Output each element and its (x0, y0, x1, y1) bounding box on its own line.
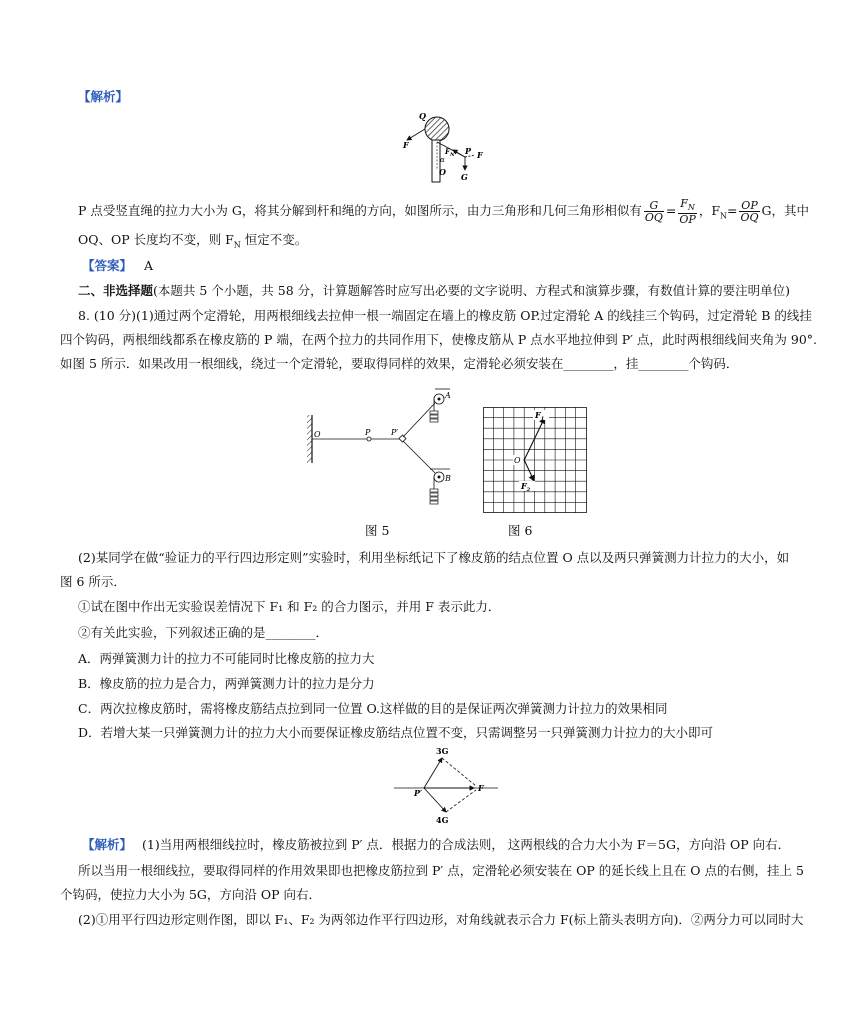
fig5-label-P: P (365, 428, 371, 437)
fig-label-G: G (461, 172, 468, 182)
fig6-label-F1: $F_1$ (535, 410, 545, 422)
fig6-caption: 图 6 (508, 523, 533, 538)
answer-value: A (144, 258, 154, 273)
fig-label-O: O (439, 167, 446, 177)
ansfig-label-4G: 4G (436, 815, 449, 825)
fig-label-FN: $F_N$ (445, 147, 455, 158)
fig5-label-O: O (314, 430, 321, 439)
fig6-label-F2: $F_2$ (521, 481, 531, 493)
answer-force-figure (392, 744, 500, 826)
analysis1-para1: P 点受竖直绳的拉力大小为 G，将其分解到杆和绳的方向，如图所示，由力三角形和几何三角形相似有 $\frac{G}{OQ}$ = $\frac{F_N}{OP}$ ，$F_N=$ $\frac{OP}{OQ}$ G，其中 (78, 197, 810, 227)
ansfig-label-Pp: P′ (414, 788, 423, 798)
q8-line1: 8. (10 分)(1)通过两个定滑轮，用两根细线去拉伸一根一端固定在墙上的橡皮筋 OP.过定滑轮 A 的线挂三个钩码，过定滑轮 B 的线挂 (78, 308, 812, 323)
q8-option-a: A．两弹簧测力计的拉力不可能同时比橡皮筋的拉力大 (78, 651, 375, 666)
q8-sub2: ②有关此实验，下列叙述正确的是________． (78, 625, 329, 640)
figure-6 (483, 407, 587, 513)
q8-option-b: B．橡皮筋的拉力是合力，两弹簧测力计的拉力是分力 (78, 676, 375, 691)
figure-5 (305, 385, 470, 513)
ansfig-label-F: F (478, 783, 484, 793)
q8-line3: 如图 5 所示．如果改用一根细线，绕过一个定滑轮，要取得同样的效果，定滑轮必须安装在________，挂________个钩码． (60, 356, 739, 371)
force-decomposition-figure (395, 112, 495, 186)
ansfig-label-3G: 3G (436, 746, 449, 756)
fig-label-F-left: F (403, 140, 409, 150)
q8-option-c: C．两次拉橡皮筋时，需将橡皮筋结点拉到同一位置 O.这样做的目的是保证两次弹簧测力计拉力的效果相同 (78, 701, 668, 716)
analysis2-line1: 【解析】 (1)当用两根细线拉时，橡皮筋被拉到 P′ 点．根据力的合成法则， 这两根线的合力大小为 F＝5G，方向沿 OP 向右． (82, 837, 791, 852)
q8-part2-line2: 图 6 所示． (60, 574, 126, 589)
analysis2-line4: (2)①用平行四边形定则作图，即以 F₁、F₂ 为两邻边作平行四边形，对角线就表示合力 F(标上箭头表明方向)．②两分力可以同时大 (78, 912, 804, 927)
fig5-caption: 图 5 (365, 523, 390, 538)
q8-option-d: D．若增大某一只弹簧测力计的拉力大小而要保证橡皮筋结点位置不变，只需调整另一只弹簧测力计拉力的大小即可 (78, 725, 714, 740)
fig6-label-O: O (514, 456, 521, 465)
analysis2-line3: 个钩码，使拉力大小为 5G，方向沿 OP 向右． (60, 887, 322, 902)
q8-part2-line1: (2)某同学在做“验证力的平行四边形定则”实验时，利用坐标纸记下了橡皮筋的结点位置 O 点以及两只弹簧测力计拉力的大小，如 (78, 550, 790, 565)
fig5-label-B: B (445, 474, 451, 483)
fig-label-F-right: F (477, 150, 483, 160)
fig-label-alpha: α (440, 156, 445, 164)
answer-row (82, 257, 820, 275)
analysis1-para2: OQ、OP 长度均不变，则 $F_N$ 恒定不变。 (78, 232, 308, 250)
q8-line2: 四个钩码，两根细线都系在橡皮筋的 P 端，在两个拉力的共同作用下，使橡皮筋从 P 点水平地拉伸到 P′ 点，此时两根细线间夹角为 90°. (60, 332, 818, 347)
fig-label-P: P (465, 146, 472, 156)
answer-label: 【答案】 (82, 258, 133, 273)
q8-sub1: ①试在图中作出无实验误差情况下 F₁ 和 F₂ 的合力图示，并用 F 表示此力． (78, 599, 501, 614)
analysis2-line2: 所以当用一根细线拉，要取得同样的作用效果即也把橡皮筋拉到 P′ 点，定滑轮必须安装在 OP 的延长线上且在 O 点的右侧，挂上 5 (78, 863, 804, 878)
section2-heading: 二、非选择题(本题共 5 个小题，共 58 分，计算题解答时应写出必要的文字说明、方程式和演算步骤，有数值计算的要注明单位) (78, 283, 791, 298)
fig5-label-Pp: P′ (391, 428, 399, 437)
fig-label-Q: Q (419, 112, 426, 121)
fig5-label-A: A (445, 391, 451, 400)
analysis-label: 【解析】 (78, 89, 129, 104)
